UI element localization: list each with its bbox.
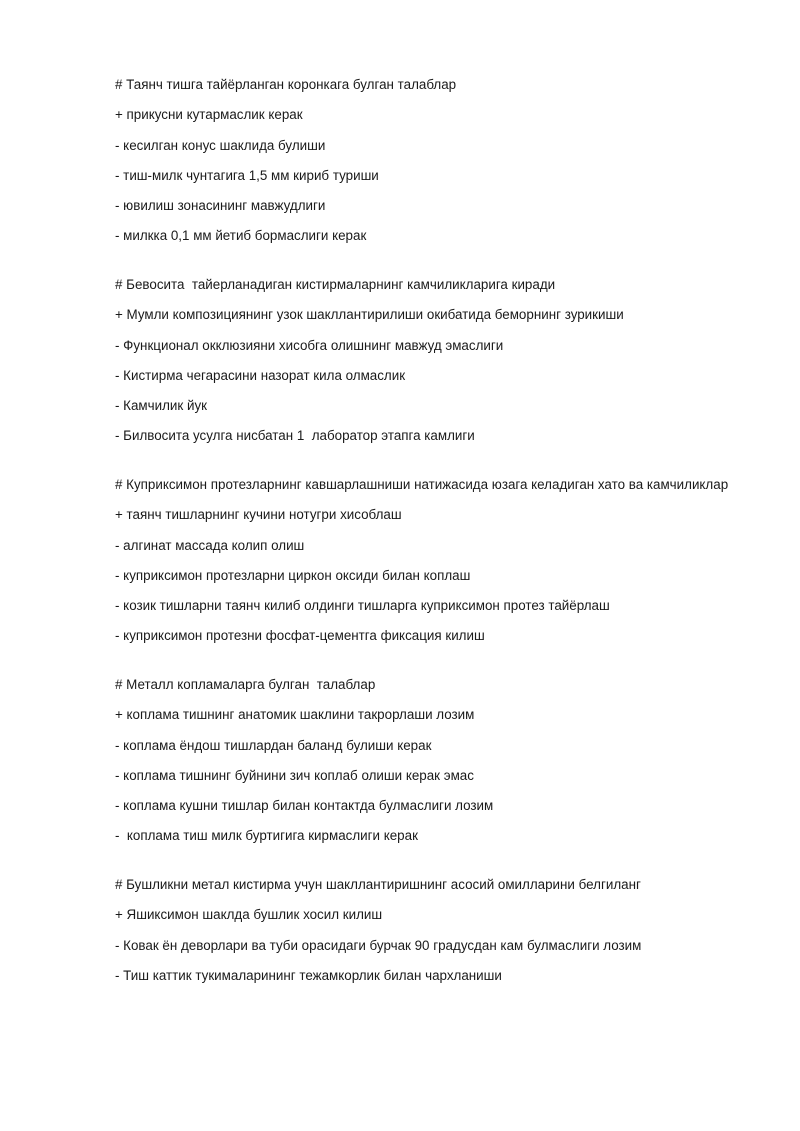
answer-option: - ювилиш зонасининг мавжудлиги xyxy=(115,198,326,214)
answer-option: - коплама тиш милк буртигига кирмаслиги керак xyxy=(115,828,418,844)
question-text: # Бушликни метал кистирма учун шакллантиришнинг асосий омилларини белгиланг xyxy=(115,876,641,892)
answer-option: - коплама ёндош тишлардан баланд булиши керак xyxy=(115,737,432,753)
answer-option: - Билвосита усулга нисбатан 1 лаборатор этапга камлиги xyxy=(115,428,475,444)
answer-option: + коплама тишнинг анатомик шаклини такрорлаши лозим xyxy=(115,707,475,723)
question-text: # Металл копламаларга булган талаблар xyxy=(115,676,376,692)
answer-option: - коплама тишнинг буйнини зич коплаб олиши керак эмас xyxy=(115,767,474,783)
answer-option: + Яшиксимон шаклда бушлик хосил килиш xyxy=(115,907,383,923)
answer-option: - козик тишларни таянч килиб олдинги тишларга куприксимон протез тайёрлаш xyxy=(115,598,610,614)
answer-option: - милкка 0,1 мм йетиб бормаслиги керак xyxy=(115,228,367,244)
answer-option: - Функционал окклюзияни хисобга олишнинг мавжуд эмаслиги xyxy=(115,337,504,353)
answer-option: - кесилган конус шаклида булиши xyxy=(115,137,326,153)
question-block xyxy=(115,676,775,845)
question-block xyxy=(115,76,775,245)
answer-option: + прикусни кутармаслик керак xyxy=(115,107,303,123)
answer-option: - Кистирма чегарасини назорат кила олмаслик xyxy=(115,367,406,383)
answer-option: - коплама кушни тишлар билан контактда булмаслиги лозим xyxy=(115,798,494,814)
question-block xyxy=(115,476,775,645)
answer-option: - Камчилик йук xyxy=(115,398,207,414)
answer-option: - Ковак ён деворлари ва туби орасидаги бурчак 90 градусдан кам булмаслиги лозим xyxy=(115,937,642,953)
question-text: # Бевосита тайерланадиган кистирмаларнинг камчиликларига киради xyxy=(115,276,556,292)
answer-option: - тиш-милк чунтагига 1,5 мм кириб туриши xyxy=(115,167,379,183)
answer-option: - алгинат массада колип олиш xyxy=(115,537,305,553)
answer-option: + Мумли композициянинг узок шакллантирилиши окибатида беморнинг зурикиши xyxy=(115,307,624,323)
answer-option: + таянч тишларнинг кучини нотугри хисоблаш xyxy=(115,507,402,523)
document-body xyxy=(115,76,775,985)
question-block xyxy=(115,876,775,985)
answer-option: - куприксимон протезни фосфат-цементга фиксация килиш xyxy=(115,628,485,644)
question-text: # Куприксимон протезларнинг кавшарлашниши натижасида юзага келадиган хато ва камчиликлар xyxy=(115,476,729,492)
question-block xyxy=(115,276,775,445)
question-text: # Таянч тишга тайёрланган коронкага булган талаблар xyxy=(115,77,457,92)
answer-option: - куприксимон протезларни циркон оксиди билан коплаш xyxy=(115,567,471,583)
answer-option: - Тиш каттик тукималарининг тежамкорлик билан чархланиши xyxy=(115,967,502,983)
